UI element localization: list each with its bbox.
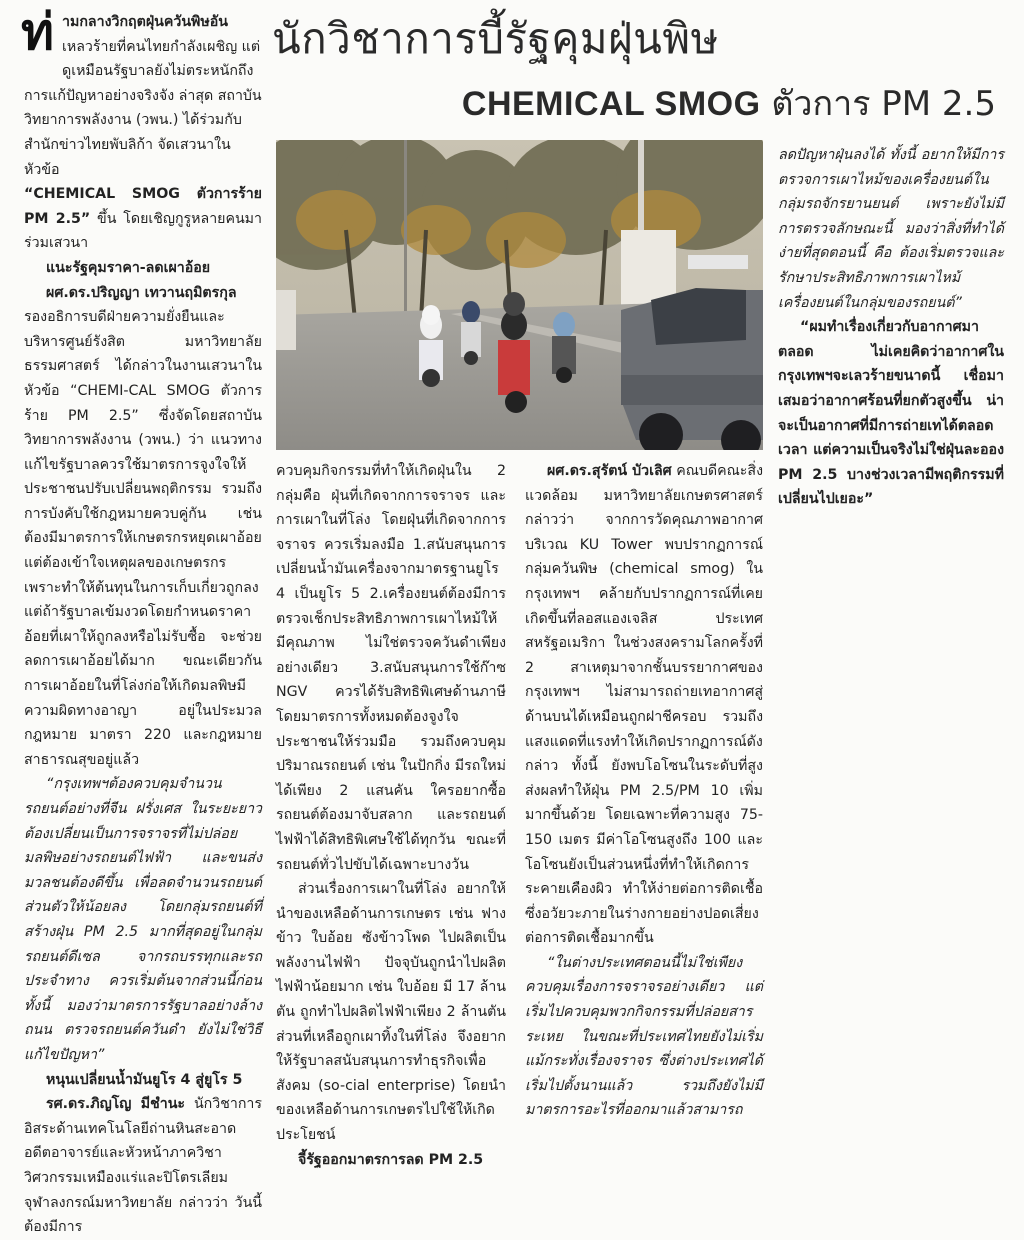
subhead-2: หนุนเปลี่ยนน้ำมันยูโร 4 สู่ยูโร 5 [46,1071,243,1088]
body-text-2 [24,1092,262,1240]
intro-bold-title: “CHEMICAL SMOG ตัวการร้าย PM 2.5” [24,186,262,227]
quote: “ในต่างประเทศตอนนี้ไม่ใช่เพียงควบคุมเรื่องการจราจรอย่างเดียว แต่เริ่มไปควบคุมพวกกิจกรรมที่ปล่อยสารระเหย ในขณะที่ประเทศไทยยังไม่เริ่มแม้กระทั่งเรื่องจราจร ซึ่งต่างประเทศได้เริ่มไปตั้งนานแล้ว รวมถึงยังไม่มีมาตรการอะไรที่ออกมาแล้วสามารถ [525,954,763,1119]
column-3 [525,459,763,1123]
headline-thai: นักวิชาการบี้รัฐคุมฝุ่นพิษ [272,14,719,63]
body-text-2-content: นักวิชาการอิสระด้านเทคโนโลยีถ่านหินสะอาด อดีตอาจารย์และหัวหน้าภาควิชาวิศวกรรมเหมืองแร่และปิโตรเลียม จุฬาลงกรณ์มหาวิทยาลัย กล่าวว่า วันนี้ต้องมีการ [24,1096,262,1236]
intro-line: สำนักข่าวไทยพับลิก้า จัดเสวนาในหัวข้อ [24,136,231,178]
body-text: รองอธิการบดีฝ่ายความยั่งยืนและบริหารศูนย์รังสิต มหาวิทยาลัยธรรมศาสตร์ ได้กล่าวในงานเสวนาในหัวข้อ “CHEMI-CAL SMOG ตัวการร้าย PM 2.5” ซึ่งจัดโดยสถาบันวิทยาการพลังงาน (วพน.) ว่า แนวทางแก้ไขรัฐบาลควรใช้มาตรการจูงใจให้ประชาชนปรับเปลี่ยนพฤติกรรม รวมถึงการบังคับใช้กฎหมายควบคู่กัน เช่น ต้องมีมาตรการให้เกษตรกรหยุดเผาอ้อย แต่ต้องเข้าใจเหตุผลของเกษตรกร เพราะทำให้ต้นทุนในการเก็บเกี่ยวถูกลง แต่ถ้ารัฐบาลเข้มงวดโดยกำหนดราคาอ้อยที่เผาให้ถูกลงหรือไม่รับซื้อ จะช่วยลดการเผาอ้อยได้มาก ขณะเดียวกันการเผาอ้อยในที่โล่งก่อให้เกิดมลพิษมีความผิดทางอาญา อยู่ในประมวลกฎหมาย มาตรา 220 และกฎหมายสาธารณสุขอยู่แล้ว [24,309,262,768]
intro-line: วิทยาการพลังงาน (วพน.) ได้ร่วมกับ [24,112,242,129]
street-photo [276,140,763,450]
intro-continued [24,182,262,256]
quote: “กรุงเทพฯต้องควบคุมจำนวนรถยนต์อย่างที่จีน ฝรั่งเศส ในระยะยาวต้องเปลี่ยนเป็นการจราจรที่ไม่ปล่อยมลพิษอย่างรถยนต์ไฟฟ้า และขนส่งมวลชนต้องดีขึ้น เพื่อลดจำนวนรถยนต์ส่วนตัวให้น้อยลง โดยกลุ่มรถยนต์ที่สร้างฝุ่น PM 2.5 มากที่สุดอยู่ในกลุ่มรถยนต์ดีเซล จากรถบรรทุกและรถประจำทาง ควรเริ่มต้นจากส่วนนี้ก่อน ทั้งนี้ มองว่ามาตรการรัฐบาลอย่างล้างถนน ตรวจรถยนต์ควันดำ ยังไม่ใช่วิธีแก้ไขปัญหา” [24,776,262,1063]
column-4 [778,143,1004,512]
column-1-intro [62,10,262,84]
column-1 [24,84,262,1240]
drop-cap: ท่ [21,2,54,61]
intro-line: เหลวร้ายที่คนไทยกำลังเผชิญ แต่ [62,38,261,55]
body-text [525,459,763,951]
bold-quote: “ผมทำเรื่องเกี่ยวกับอากาศมาตลอด ไม่เคยคิดว่าอากาศในกรุงเทพฯจะเลวร้ายขนาดนี้ เชื่อมาเสมอว่าอากาศร้อนที่ยกตัวสูงขึ้น น่าจะเป็นอากาศที่มีการถ่ายเทได้ตลอดเวลา แต่ความเป็นจริงไม่ใช่ฝุ่นละออง PM 2.5 บางช่วงเวลามีพฤติกรรมที่เปลี่ยนไปเยอะ” [778,319,1004,508]
scooter-rider [552,312,576,383]
body-text: ควบคุมกิจกรรมที่ทำให้เกิดฝุ่นใน 2 กลุ่มคือ ฝุ่นที่เกิดจากการจราจร และการเผาในที่โล่ง โดยฝุ่นที่เกิดจากการจราจร ควรเริ่มลงมือ 1.สนับสนุนการเปลี่ยนน้ำมันเครื่องจากมาตรฐานยูโร 4 เป็นยูโร 5 2.เครื่องยนต์ต้องมีการตรวจเช็กประสิทธิภาพการเผาไหม้ให้มีคุณภาพ ไม่ใช่ตรวจควันดำเพียงอย่างเดียว 3.สนับสนุนการใช้ก๊าซ NGV ควรได้รับสิทธิพิเศษด้านภาษี โดยมาตรการทั้งหมดต้องจูงใจประชาชนให้ร่วมมือ รวมถึงควบคุมปริมาณรถยนต์ เช่น ในปักกิ่ง มีรถใหม่ได้เพียง 2 แสนคัน ใครอยากซื้อรถยนต์ต้องมาจับสลาก และรถยนต์ไฟฟ้าได้สิทธิพิเศษใช้ได้ทุกวัน ขณะที่รถยนต์ทั่วไปขับได้เฉพาะบางวัน [276,463,506,873]
scooter-rider [419,305,443,387]
headline-thai-suffix: ตัวการ PM 2.5 [760,84,996,124]
street-scene-illustration [276,140,763,450]
intro-line: ดูเหมือนรัฐบาลยังไม่ตระหนักถึง [62,63,254,80]
speaker-name: ผศ.ดร.ปริญญา เทวานฤมิตรกุล [46,284,237,301]
body-text-3-content: คณบดีคณะสิ่งแวดล้อม มหาวิทยาลัยเกษตรศาสตร์ กล่าวว่า จากการวัดคุณภาพอากาศบริเวณ KU Tower พบปรากฏการณ์กลุ่มควันพิษ (chemical smog) ในกรุงเทพฯ คล้ายกับปรากฏการณ์ที่เคยเกิดขึ้นที่ลอสแองเจลิส ประเทศสหรัฐอเมริกา ในช่วงสงครามโลกครั้งที่ 2 สาเหตุมาจากชั้นบรรยากาศของกรุงเทพฯ ไม่สามารถถ่ายเทอากาศสู่ด้านบนได้เหมือนถูกฝาชีครอบ รวมถึงแสงแดดที่แรงทำให้เกิดปรากฏการณ์ดังกล่าว ทั้งนี้ ยังพบโอโซนในระดับที่สูง ส่งผลทำให้ฝุ่น PM 2.5/PM 10 เพิ่มมากขึ้นด้วย โดยเฉพาะที่ความสูง 75-150 เมตร มีค่าโอโซนสูงถึง 100 และโอโซนยังเป็นส่วนหนึ่งที่ทำให้เกิดการระคายเคืองผิว ทำให้ง่ายต่อการติดเชื้อ ซึ่งอวัยวะภายในร่างกายอย่างปอดเสี่ยงต่อการติดเชื้อมากขึ้น [525,463,763,947]
speaker-name-2: รศ.ดร.ภิญโญ มีชำนะ [46,1096,186,1113]
intro-end: ขึ้น โดยเชิญกูรูหลายคนมาร่วมเสวนา [24,210,262,252]
scooter-rider [461,301,481,365]
headline-english: CHEMICAL SMOG [461,85,761,123]
subhead: จี้รัฐออกมาตรการลด PM 2.5 [298,1151,484,1168]
intro-line: การแก้ปัญหาอย่างจริงจัง ล่าสุด สถาบัน [24,87,262,104]
speaker-name-3: ผศ.ดร.สุรัตน์ บัวเลิศ [547,463,672,479]
column-2 [276,459,506,1172]
quote-continued: ลดปัญหาฝุ่นลงได้ ทั้งนี้ อยากให้มีการตรวจการเผาไหม้ของเครื่องยนต์ในกลุ่มรถจักรยานยนต์ เพราะยังไม่มีการตรวจลักษณะนี้ มองว่าสิ่งที่ทำได้ง่ายที่สุดตอนนี้ คือ ต้องเริ่มตรวจและรักษาประสิทธิภาพการเผาไหม้เครื่องยนต์ในกลุ่มของรถยนต์” [778,147,1004,311]
intro-line: ามกลางวิกฤตฝุ่นควันพิษอัน [62,14,228,30]
headline-subtitle [462,78,996,130]
subhead: แนะรัฐคุมราคา-ลดเผาอ้อย [46,259,211,276]
body-text: ส่วนเรื่องการเผาในที่โล่ง อยากให้นำของเหลือด้านการเกษตร เช่น ฟางข้าว ใบอ้อย ซังข้าวโพด ไปผลิตเป็นพลังงานไฟฟ้า ปัจจุบันถูกนำไปผลิตไฟฟ้าน้อยมาก เช่น ใบอ้อย มี 17 ล้านตัน ถูกทำไปผลิตไฟฟ้าเพียง 2 ล้านตัน ส่วนที่เหลือถูกเผาทิ้งในที่โล่ง จึงอยากให้รัฐบาลสนับสนุนการทำธุรกิจเพื่อสังคม (so-cial enterprise) โดยนำของเหลือด้านการเกษตรไปใช้ให้เกิดประโยชน์ [276,881,506,1144]
